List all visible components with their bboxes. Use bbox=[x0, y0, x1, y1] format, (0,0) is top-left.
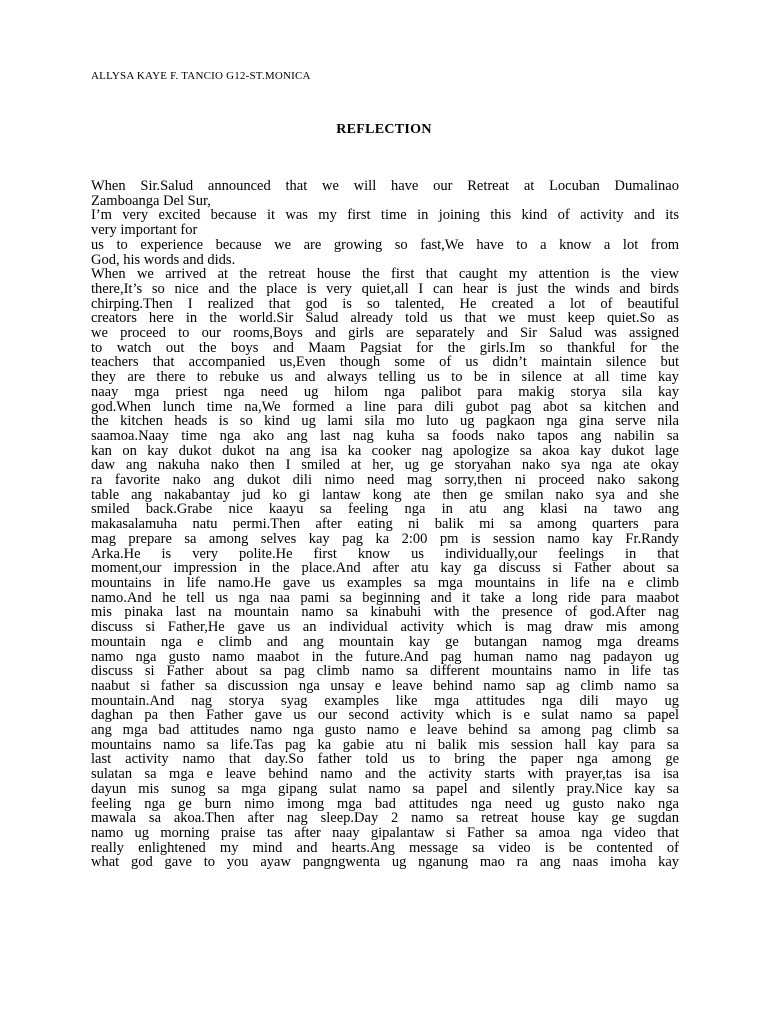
body-line: sulatan sa mga e leave behind namo and the activity starts with prayer,tas isa isa bbox=[91, 766, 679, 783]
body-line: Arka.He is very polite.He first know us individually,our feelings in that bbox=[91, 545, 679, 562]
body-line: makasalamuha natu permi.Then after eating ni balik mi sa among quarters para bbox=[91, 516, 679, 533]
body-line: ang mga bad attitudes namo nga gusto namo e leave behind sa among pag climb sa bbox=[91, 722, 679, 739]
body-line: discuss si Father about sa pag climb namo sa different mountains namo in life tas bbox=[91, 663, 679, 680]
body-line: namo.And he tell us nga naa pami sa beginning and it take a long ride para maabot bbox=[91, 589, 679, 606]
body-line: Zamboanga Del Sur, bbox=[91, 192, 211, 209]
body-line: naay mga priest nga need ug hilom nga palibot para makig storya sila kay bbox=[91, 383, 679, 400]
body-line: saamoa.Naay time nga ako ang last nag kuha sa foods nako tapos ang nabilin sa bbox=[91, 427, 679, 444]
body-line: God, his words and dids. bbox=[91, 251, 236, 268]
body-line: us to experience because we are growing so fast,We have to a know a lot from bbox=[91, 236, 679, 253]
body-line: mis pinaka last na mountain namo sa kinabuhi with the presence of god.After nag bbox=[91, 604, 679, 621]
body-line: I’m very excited because it was my first time in joining this kind of activity and its bbox=[91, 207, 679, 224]
body-line: mountain nga e climb and ang mountain kay ge butangan namog mga dreams bbox=[91, 633, 679, 650]
body-line: mawala sa akoa.Then after nag sleep.Day 2 namo sa retreat house kay ge sugdan bbox=[91, 810, 679, 827]
body-line: what god gave to you ayaw pangngwenta ug nganung mao ra ang naas imoha kay bbox=[91, 854, 679, 871]
body-line: creators here in the world.Sir Salud already told us that we must keep quiet.So as bbox=[91, 310, 679, 327]
body-line: When we arrived at the retreat house the first that caught my attention is the view bbox=[91, 266, 679, 283]
body-line: god.When lunch time na,We formed a line para dili gubot pag abot sa kitchen and bbox=[91, 398, 679, 415]
body-line: moment,our impression in the place.And after atu kay ga discuss si Father about sa bbox=[91, 560, 679, 577]
body-line: table ang nakabantay jud ko gi lantaw kong ate then ge smilan nako sya and she bbox=[91, 486, 679, 503]
body-line: mountains namo sa life.Tas pag ka gabie atu ni balik mis session hall kay para sa bbox=[91, 736, 679, 753]
body-line: mountain.And nag storya syag examples like mga attitudes nga dili mayo ug bbox=[91, 692, 679, 709]
body-line: we proceed to our rooms,Boys and girls are separately and Sir Salud was assigned bbox=[91, 325, 679, 342]
body-line: kan on kay dukot dukot na ang isa ka cooker nag apologize sa akoa kay dukot lage bbox=[91, 442, 679, 459]
body-line: to watch out the boys and Maam Pagsiat for the girls.Im so thankful for the bbox=[91, 339, 679, 356]
body-line: mountains in life namo.He gave us examples sa mga mountains in life na e climb bbox=[91, 574, 679, 591]
body-line: last activity namo that day.So father told us to bring the paper nga among ge bbox=[91, 751, 679, 768]
body-line: namo nga gusto namo maabot in the future.And pag human namo nag padayon ug bbox=[91, 648, 679, 665]
body-line: really enlightened my mind and hearts.Ang message sa video is be contented of bbox=[91, 839, 679, 856]
body-line: the kitchen heads is so kind ug lami sila mo luto ug pagkaon nga gina serve nila bbox=[91, 413, 679, 430]
body-line: dayun mis sunog sa mga gipang sulat namo sa papel and silently pray.Nice kay sa bbox=[91, 780, 679, 797]
body-line: namo ug morning praise tas after naay gipalantaw si Father sa amoa nga video that bbox=[91, 824, 679, 841]
body-line: daw ang nakuha nako then I smiled at her, ug ge storyahan nako sya nga ate okay bbox=[91, 457, 679, 474]
body-line: smiled back.Grabe nice kaayu sa feeling nga in atu ang klasi na tawo ang bbox=[91, 501, 679, 518]
author-line: ALLYSA KAYE F. TANCIO G12-ST.MONICA bbox=[91, 70, 311, 82]
document-title: REFLECTION bbox=[336, 122, 432, 137]
body-line: feeling nga ge burn nimo imong mga bad attitudes nga need ug gusto nako nga bbox=[91, 795, 679, 812]
body-line: daghan pa then Father gave us our second activity which is e sulat namo sa papel bbox=[91, 707, 679, 724]
body-line: teachers that accompanied us,Even though some of us didn’t maintain silence but bbox=[91, 354, 679, 371]
body-line: chirping.Then I realized that god is so talented, He created a lot of beautiful bbox=[91, 295, 679, 312]
reflection-body bbox=[91, 179, 679, 870]
body-line: very important for bbox=[91, 222, 198, 239]
body-line: ra favorite nako ang dukot dili nimo need mag sorry,then ni proceed nako sakong bbox=[91, 472, 679, 489]
body-line: naabut si father sa discussion nga unsay e leave behind namo sap ag climb namo sa bbox=[91, 677, 679, 694]
body-line: mag prepare sa among selves kay pag ka 2:00 pm is session namo kay Fr.Randy bbox=[91, 530, 679, 547]
body-line: there,It’s so nice and the place is very quiet,all I can hear is just the winds and birds bbox=[91, 280, 679, 297]
body-line: discuss si Father,He gave us an individual activity which is mag draw mis among bbox=[91, 619, 679, 636]
body-line: they are there to rebuke us and always telling us to be in silence at all time kay bbox=[91, 369, 679, 386]
body-line: When Sir.Salud announced that we will have our Retreat at Locuban Dumalinao bbox=[91, 178, 679, 194]
